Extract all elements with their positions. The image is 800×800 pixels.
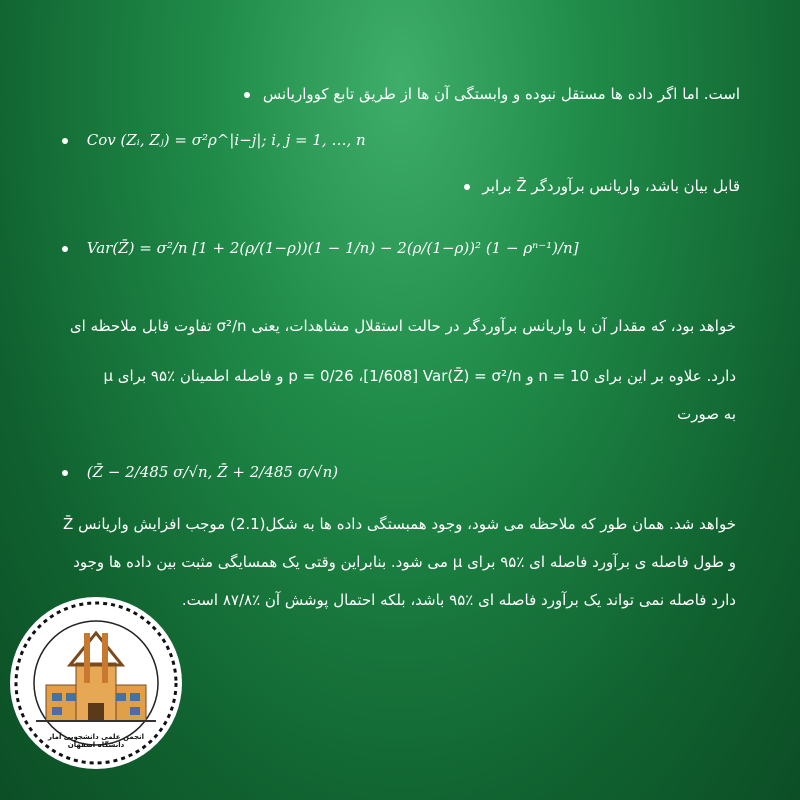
paragraph2-text-2: و طول فاصله ی برآورد فاصله ای ٪۹۵ برای μ می شود. بنابراین وقتی یک همسایگی مثبت بین داده ها وجود bbox=[73, 553, 736, 571]
bullet-line-3 bbox=[464, 176, 740, 196]
bullet-dot-icon bbox=[244, 92, 250, 98]
bullet-text-3: قابل بیان باشد، واریانس برآوردگر Z̄ برابر bbox=[482, 177, 740, 195]
logo-caption: انجمن علمی دانشجویی آمار دانشگاه اصفهان bbox=[47, 733, 145, 749]
association-logo bbox=[6, 593, 186, 773]
bullet-line-4 bbox=[62, 238, 579, 258]
bullet-dot-icon bbox=[62, 246, 68, 252]
paragraph1-text-2: دارد. علاوه بر این برای n = 10 و p = 0/26 ،[1/608] Var(Z̄) = σ²/n و فاصله اطمینان ٪۹۵ برای μ bbox=[103, 367, 736, 385]
paragraph1-text-3: به صورت bbox=[677, 405, 736, 423]
covariance-formula: Cov (Zᵢ, Zⱼ) = σ²ρ^|i−j|; i, j = 1, …, n bbox=[86, 131, 366, 149]
confidence-interval-formula: (Z̄ − 2/485 σ/√n, Z̄ + 2/485 σ/√n) bbox=[86, 463, 339, 481]
paragraph2-text-3: دارد فاصله نمی تواند یک برآورد فاصله ای ٪۹۵ باشد، بلکه احتمال پوشش آن ٪۸۷/۸ است. bbox=[181, 591, 736, 609]
paragraph1-line3 bbox=[677, 404, 736, 424]
bullet-dot-icon bbox=[62, 138, 68, 144]
paragraph2-line3 bbox=[182, 590, 736, 610]
bullet-text-1: است. اما اگر داده ها مستقل نبوده و وابستگی آن ها از طریق تابع کوواریانس bbox=[262, 85, 740, 103]
bullet-line-1 bbox=[244, 84, 740, 104]
paragraph1-line2 bbox=[103, 366, 736, 386]
bullet-dot-icon bbox=[62, 470, 68, 476]
paragraph2-line1 bbox=[63, 514, 736, 534]
variance-formula: Var(Z̄) = σ²/n [1 + 2(ρ/(1−ρ))(1 − 1/n) − 2(ρ/(1−ρ))² (1 − ρⁿ⁻¹)/n] bbox=[86, 239, 579, 257]
bullet-dot-icon bbox=[464, 184, 470, 190]
paragraph1-line1 bbox=[70, 316, 736, 336]
bullet-line-2 bbox=[62, 130, 366, 150]
bullet-line-5 bbox=[62, 462, 338, 482]
paragraph2-text-1: خواهد شد. همان طور که ملاحظه می شود، وجود همبستگی داده ها به شکل(2.1) موجب افزایش واریانس Z̄ bbox=[63, 515, 736, 533]
paragraph2-line2 bbox=[73, 552, 736, 572]
paragraph1-text-1: خواهد بود، که مقدار آن با واریانس برآوردگر در حالت استقلال مشاهدات، یعنی σ²/n تفاوت قابل ملاحظه ای bbox=[69, 317, 736, 335]
